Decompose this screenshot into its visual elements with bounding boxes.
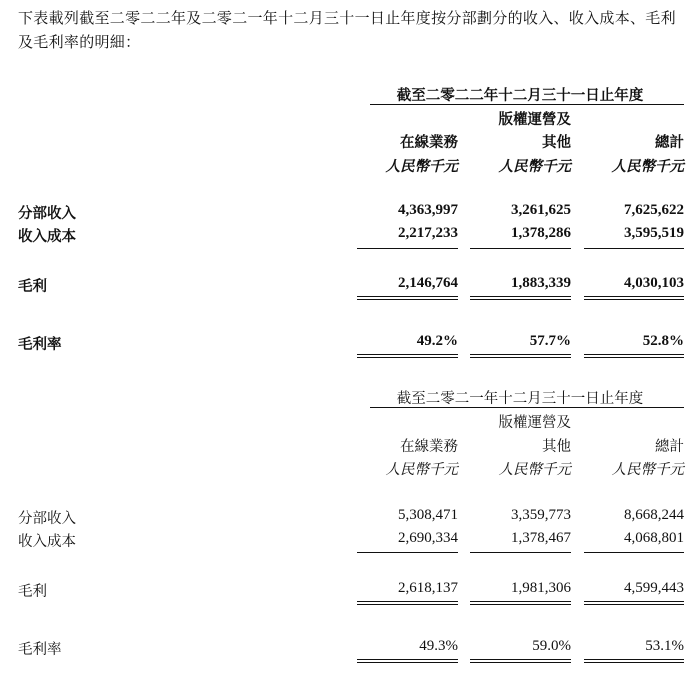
cell-value: 49.2% <box>416 333 458 349</box>
subtotal-rule <box>470 552 571 553</box>
row-label-cost: 收入成本 <box>18 228 76 245</box>
cell-value: 4,030,103 <box>624 275 684 291</box>
cell-value: 49.3% <box>419 638 458 654</box>
cell-value: 4,363,997 <box>398 202 458 218</box>
cell-value: 3,595,519 <box>624 225 684 241</box>
total-double-rule <box>584 659 684 663</box>
subtotal-rule <box>584 248 684 249</box>
col-unit: 人民幣千元 <box>611 158 684 175</box>
total-double-rule <box>470 296 571 300</box>
cell-value: 4,599,443 <box>624 580 684 596</box>
subtotal-rule <box>357 248 458 249</box>
col-header-online: 在線業務 <box>400 134 458 151</box>
col-header-total: 總計 <box>655 439 684 455</box>
total-double-rule <box>357 601 458 605</box>
cell-value: 5,308,471 <box>398 507 458 523</box>
col-header-line1: 版權運營及 <box>498 111 571 128</box>
period-underline <box>370 407 684 408</box>
col-unit: 人民幣千元 <box>498 158 571 175</box>
total-double-rule <box>470 354 571 358</box>
cell-value: 59.0% <box>532 638 571 654</box>
row-label-gross-margin: 毛利率 <box>18 642 62 658</box>
row-label-revenue: 分部收入 <box>18 205 76 222</box>
cell-value: 2,690,334 <box>398 530 458 546</box>
col-header-other: 其他 <box>542 134 571 151</box>
row-label-gross-margin: 毛利率 <box>18 336 62 353</box>
cell-value: 8,668,244 <box>624 507 684 523</box>
total-double-rule <box>357 296 458 300</box>
col-unit: 人民幣千元 <box>385 462 458 478</box>
row-label-gross-profit: 毛利 <box>18 584 47 600</box>
col-header-online: 在線業務 <box>400 439 458 455</box>
col-header-line1: 版權運營及 <box>498 415 571 431</box>
total-double-rule <box>584 354 684 358</box>
col-header-total: 總計 <box>655 134 684 151</box>
cell-value: 3,359,773 <box>511 507 571 523</box>
row-label-revenue: 分部收入 <box>18 511 76 527</box>
intro-paragraph: 下表載列截至二零二二年及二零二一年十二月三十一日止年度按分部劃分的收入、收入成本、毛利及毛利率的明細： <box>18 9 676 51</box>
total-double-rule <box>470 601 571 605</box>
cell-value: 2,618,137 <box>398 580 458 596</box>
col-unit: 人民幣千元 <box>385 158 458 175</box>
period-header-2022: 截至二零二二年十二月三十一日止年度 <box>396 87 644 104</box>
cell-value: 52.8% <box>642 333 684 349</box>
subtotal-rule <box>584 552 684 553</box>
subtotal-rule <box>470 248 571 249</box>
cell-value: 1,981,306 <box>511 580 571 596</box>
total-double-rule <box>584 296 684 300</box>
cell-value: 2,146,764 <box>398 275 458 291</box>
total-double-rule <box>470 659 571 663</box>
cell-value: 1,378,286 <box>511 225 571 241</box>
row-label-gross-profit: 毛利 <box>18 278 47 295</box>
cell-value: 7,625,622 <box>624 202 684 218</box>
period-underline <box>370 104 684 105</box>
subtotal-rule <box>357 552 458 553</box>
cell-value: 2,217,233 <box>398 225 458 241</box>
cell-value: 57.7% <box>529 333 571 349</box>
cell-value: 1,883,339 <box>511 275 571 291</box>
col-header-other: 其他 <box>542 439 571 455</box>
total-double-rule <box>357 659 458 663</box>
col-unit: 人民幣千元 <box>498 462 571 478</box>
total-double-rule <box>357 354 458 358</box>
cell-value: 53.1% <box>645 638 684 654</box>
col-unit: 人民幣千元 <box>611 462 684 478</box>
cell-value: 3,261,625 <box>511 202 571 218</box>
cell-value: 4,068,801 <box>624 530 684 546</box>
cell-value: 1,378,467 <box>511 530 571 546</box>
row-label-cost: 收入成本 <box>18 534 76 550</box>
period-header-2021: 截至二零二一年十二月三十一日止年度 <box>396 391 644 407</box>
total-double-rule <box>584 601 684 605</box>
